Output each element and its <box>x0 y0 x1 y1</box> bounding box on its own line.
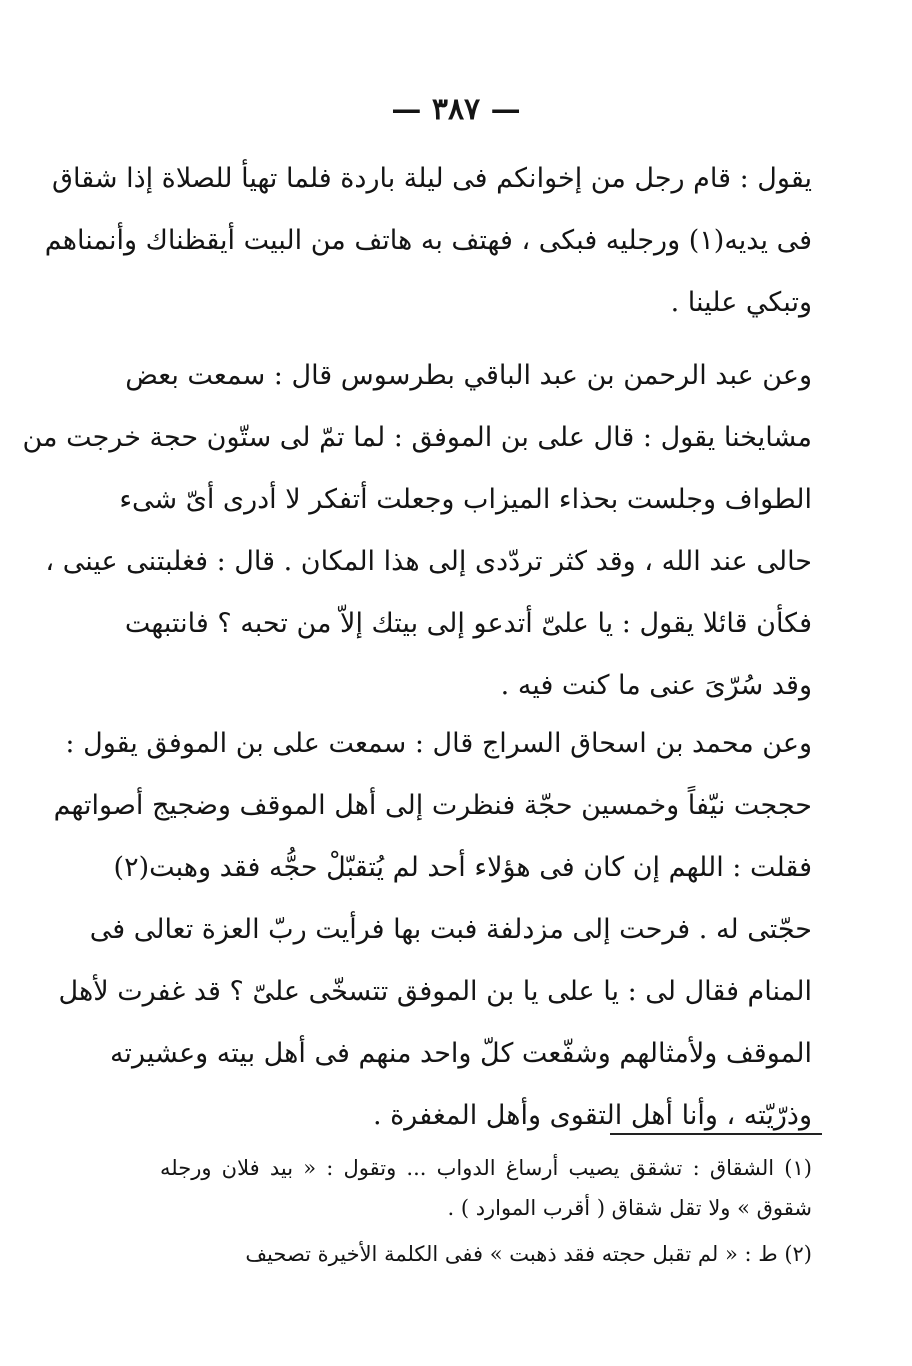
paragraph-2 <box>22 345 812 717</box>
text-line: حالى عند الله ، وقد كثر تردّدى إلى هذا المكان . قال : فغلبتنى عينى ، <box>45 546 812 577</box>
text-line: وقد سُرّىَ عنى ما كنت فيه . <box>500 670 812 701</box>
text-line: حججت نيّفاً وخمسين حجّة فنظرت إلى أهل الموقف وضجيج أصواتهم <box>53 790 812 821</box>
text-line: مشايخنا يقول : قال على بن الموفق : لما تمّ لى ستّون حجة خرجت من <box>22 422 812 453</box>
footnote-divider <box>610 1133 822 1135</box>
text-line: فقلت : اللهم إن كان فى هؤلاء أحد لم يُتقبّلْ حجُّه فقد وهبت(٢) <box>113 852 812 883</box>
text-line: وعن محمد بن اسحاق السراج قال : سمعت على بن الموفق يقول : <box>65 728 812 759</box>
footnote-1-line: شقوق » ولا تقل شقاق ( أقرب الموارد ) . <box>447 1196 812 1220</box>
text-line: حجّتى له . فرحت إلى مزدلفة فبت بها فرأيت ربّ العزة تعالى فى <box>89 914 812 945</box>
text-line: فكأن قائلا يقول : يا علىّ أتدعو إلى بيتك إلاّ من تحبه ؟ فانتبهت <box>124 608 812 639</box>
text-line: وتبكي علينا . <box>670 287 812 318</box>
text-line: المنام فقال لى : يا على يا بن الموفق تتسخّى علىّ ؟ قد غفرت لأهل <box>58 976 812 1007</box>
text-line: فى يديه(١) ورجليه فبكى ، فهتف به هاتف من البيت أيقظناك وأنمناهم <box>44 225 812 256</box>
paragraph-1 <box>44 148 812 334</box>
paragraph-3 <box>53 713 812 1147</box>
text-line: الموقف ولأمثالهم وشفّعت كلّ واحد منهم فى أهل بيته وعشيرته <box>109 1038 812 1069</box>
footnote-1-line: (١) الشقاق : تشقق يصيب أرساغ الدواب ... وتقول : « بيد فلان ورجله <box>160 1156 812 1180</box>
page-number: — ٣٨٧ — <box>391 92 521 127</box>
text-line: وعن عبد الرحمن بن عبد الباقي بطرسوس قال : سمعت بعض <box>125 360 812 391</box>
footnotes <box>160 1148 812 1274</box>
text-line: يقول : قام رجل من إخوانكم فى ليلة باردة فلما تهيأ للصلاة إذا شقاق <box>52 163 812 194</box>
text-line: الطواف وجلست بحذاء الميزاب وجعلت أتفكر لا أدرى أىّ شىء <box>119 484 812 515</box>
text-line: وذرّيّته ، وأنا أهل التقوى وأهل المغفرة . <box>373 1100 812 1131</box>
footnote-2-line: (٢) ط : « لم تقبل حجته فقد ذهبت » ففى الكلمة الأخيرة تصحيف <box>245 1242 812 1266</box>
